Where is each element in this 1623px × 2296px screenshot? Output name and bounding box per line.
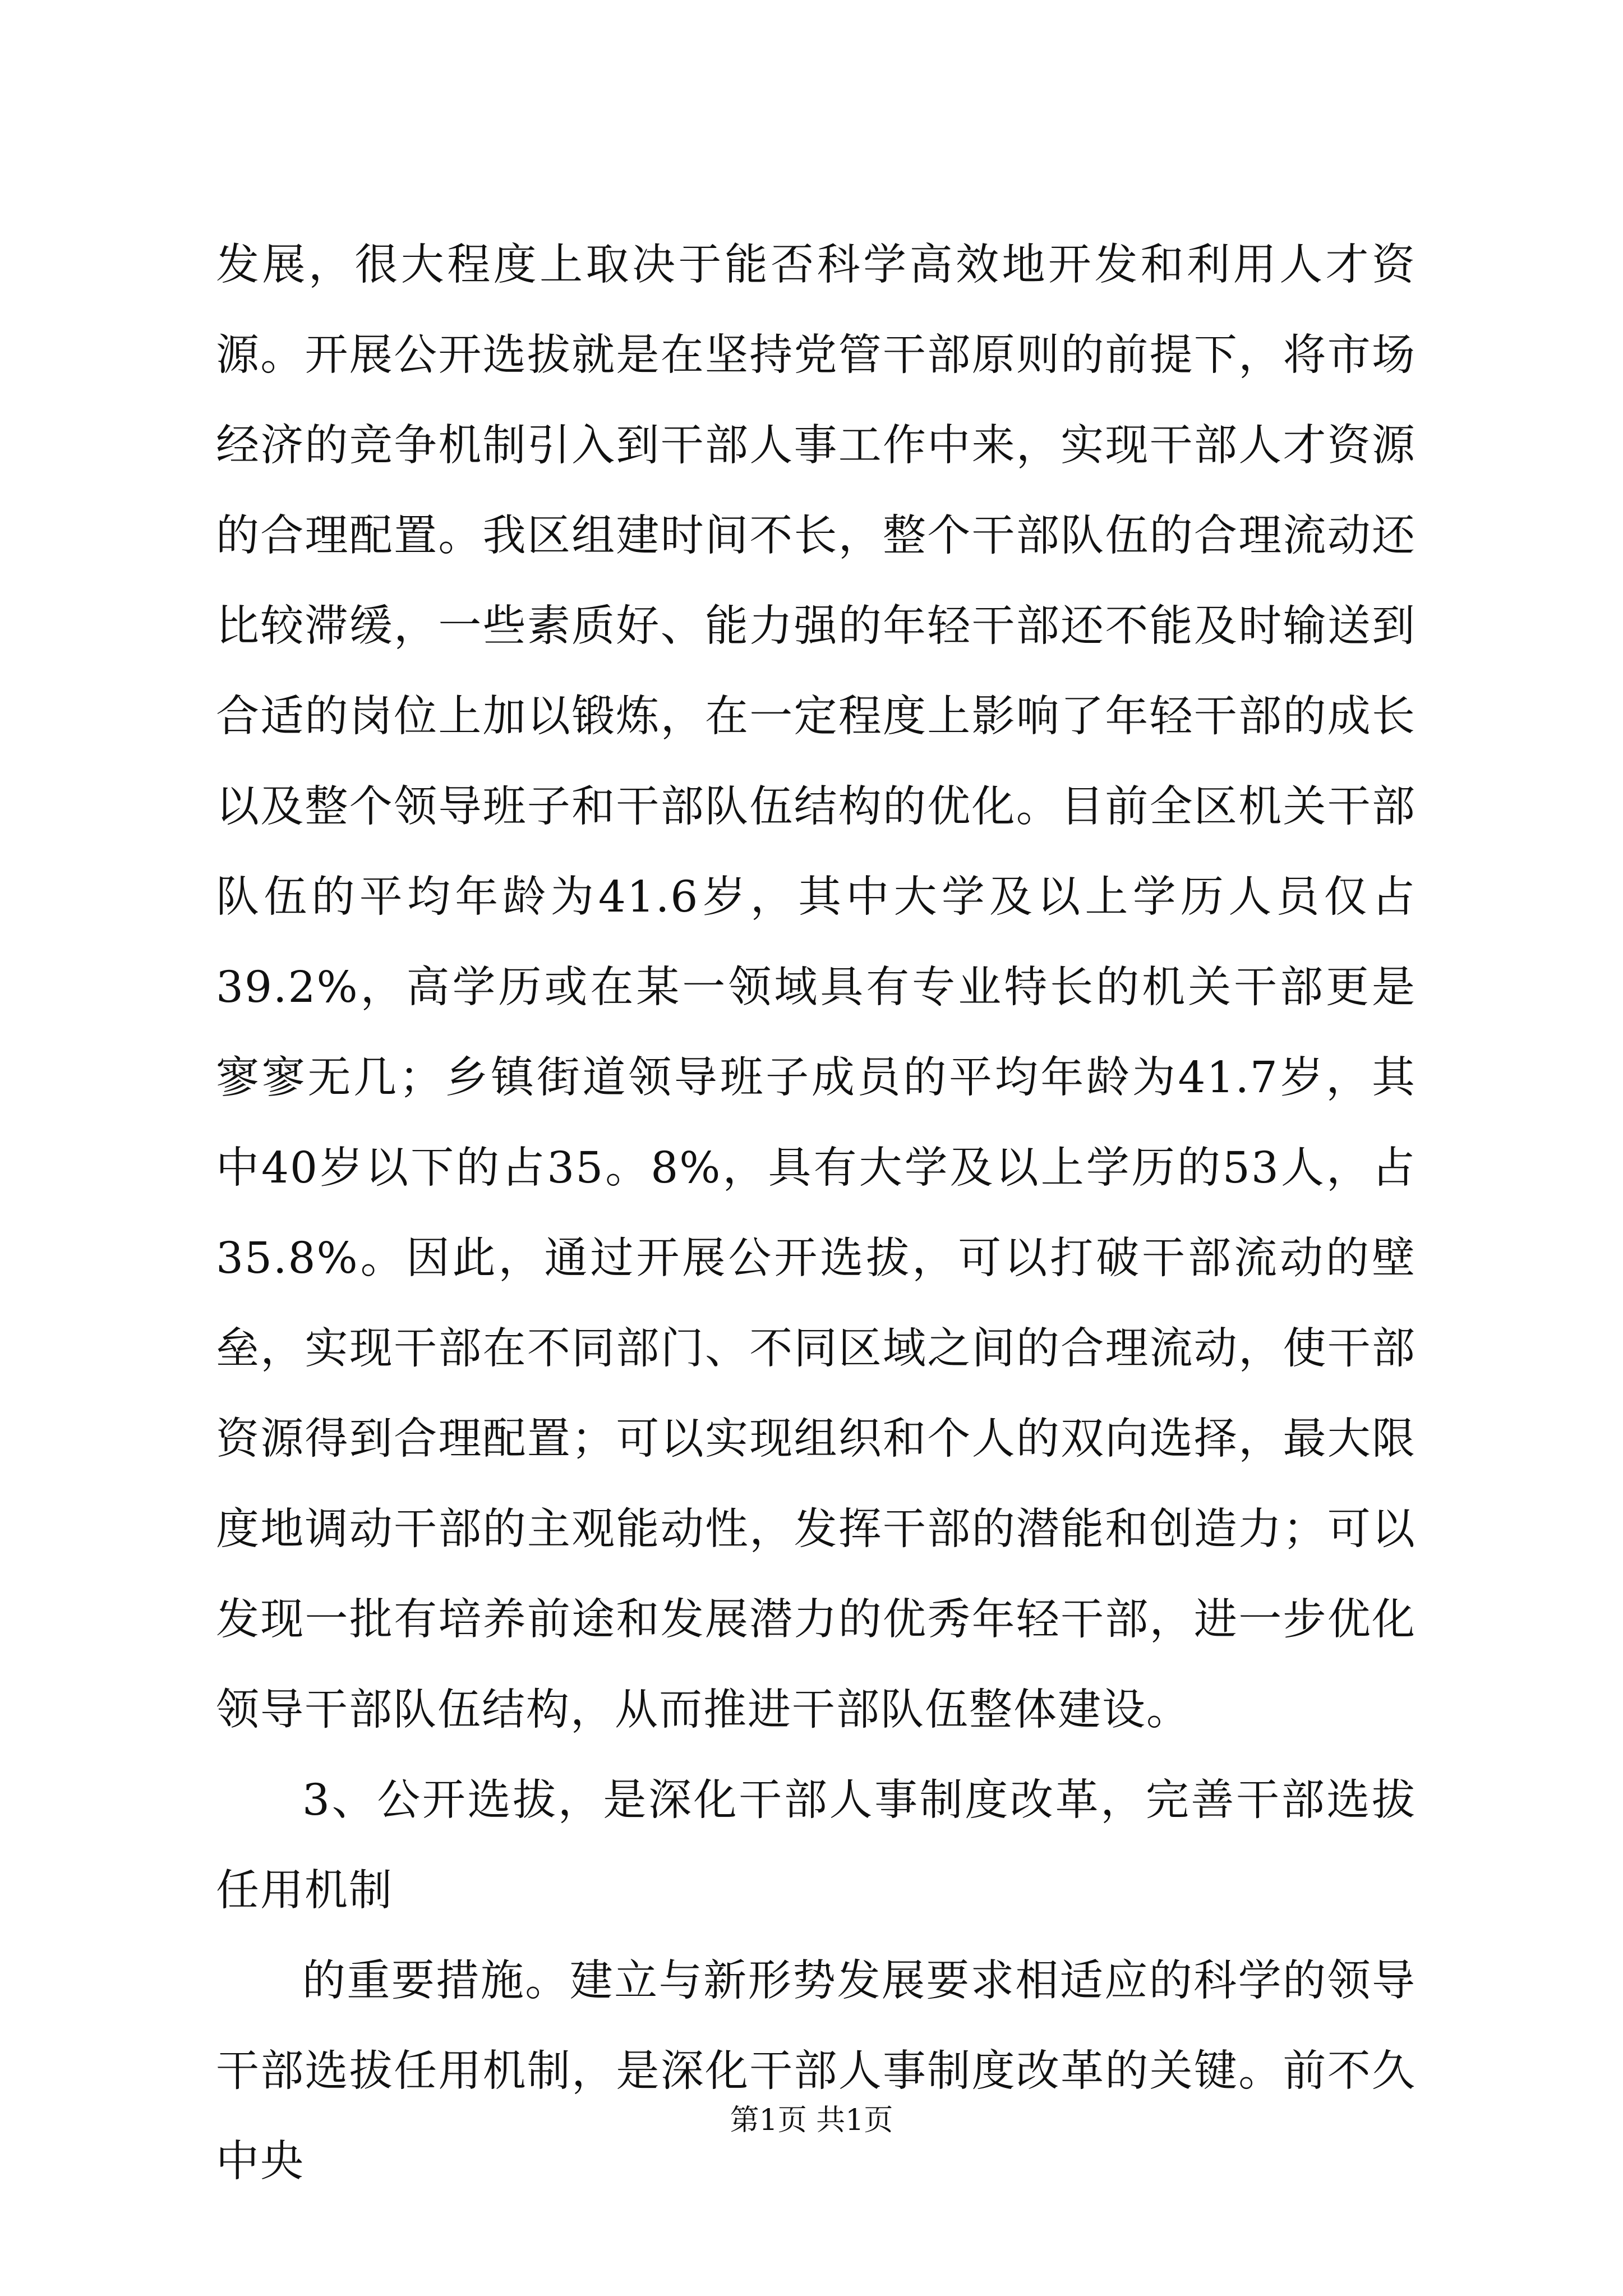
page-footer: 第1页 共1页 [730,2104,893,2137]
document-body [216,220,1416,2207]
paragraph-continuation: 发展，很大程度上取决于能否科学高效地开发和利用人才资源。开展公开选拔就是在坚持党管干部原则的前提下，将市场经济的竞争机制引入到干部人事工作中来，实现干部人才资源的合理配置。我区组建时间不长，整个干部队伍的合理流动还比较滞缓，一些素质好、能力强的年轻干部还不能及时输送到合适的岗位上加以锻炼，在一定程度上影响了年轻干部的成长以及整个领导班子和干部队伍结构的优化。目前全区机关干部队伍的平均年龄为41.6岁，其中大学及以上学历人员仅占39.2%，高学历或在某一领域具有专业特长的机关干部更是寥寥无几；乡镇街道领导班子成员的平均年龄为41.7岁，其中40岁以下的占35。8%，具有大学及以上学历的53人，占35.8%。因此，通过开展公开选拔，可以打破干部流动的壁垒，实现干部在不同部门、不同区域之间的合理流动，使干部资源得到合理配置；可以实现组织和个人的双向选择，最大限度地调动干部的主观能动性，发挥干部的潜能和创造力；可以发现一批有培养前途和发展潜力的优秀年轻干部，进一步优化领导干部队伍结构，从而推进干部队伍整体建设。 [216,240,1416,1735]
paragraph-body: 的重要措施。建立与新形势发展要求相适应的科学的领导干部选拔任用机制，是深化干部人事制度改革的关键。前不久中央 [216,1956,1416,2187]
paragraph-section-heading: 3、公开选拔，是深化干部人事制度改革，完善干部选拔任用机制 [216,1775,1416,1916]
